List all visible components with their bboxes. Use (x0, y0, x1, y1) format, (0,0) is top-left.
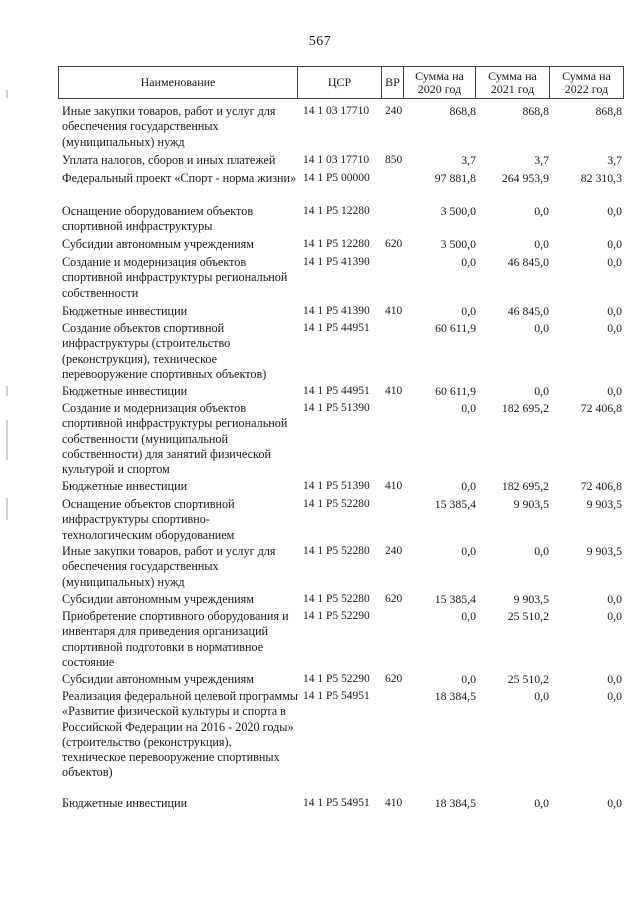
row-sum-2021: 868,8 (522, 104, 549, 118)
row-vr: 410 (385, 797, 403, 809)
row-sum-2022: 0,0 (607, 796, 622, 810)
row-sum-2022: 0,0 (607, 592, 622, 606)
row-csr: 14 1 P5 52280 (303, 545, 370, 557)
row-csr: 14 1 P5 41390 (303, 305, 370, 317)
row-sum-2020: 0,0 (461, 401, 476, 415)
row-sum-2021: 264 953,9 (501, 171, 549, 185)
row-sum-2020: 18 384,5 (434, 796, 476, 810)
row-name: Иные закупки товаров, работ и услуг для обеспечения государственных (муниципальных) нужд (62, 544, 276, 589)
row-csr: 14 1 P5 54951 (303, 797, 370, 809)
row-sum-2021: 3,7 (534, 153, 549, 167)
row-sum-2020: 868,8 (449, 104, 476, 118)
row-sum-2021: 9 903,5 (513, 592, 549, 606)
row-sum-2022: 0,0 (607, 689, 622, 703)
row-vr: 410 (385, 305, 403, 317)
row-vr: 620 (385, 238, 403, 250)
row-name: Создание и модернизация объектов спортивной инфраструктуры региональной собственности (муниципальной собственности) для занятий физической культурой и спортом (62, 401, 288, 477)
row-sum-2020: 0,0 (461, 479, 476, 493)
row-csr: 14 1 P5 52280 (303, 498, 370, 510)
row-sum-2020: 3 500,0 (440, 237, 476, 251)
row-csr: 14 1 P5 44951 (303, 322, 370, 334)
row-name: Оснащение оборудованием объектов спортивной инфраструктуры (62, 204, 254, 234)
row-sum-2020: 97 881,8 (434, 171, 476, 185)
row-sum-2020: 0,0 (461, 609, 476, 623)
row-sum-2021: 9 903,5 (513, 497, 549, 511)
row-sum-2022: 0,0 (607, 672, 622, 686)
row-name: Бюджетные инвестиции (62, 304, 188, 318)
header-vr: ВР (381, 67, 403, 98)
row-sum-2021: 46 845,0 (507, 304, 549, 318)
row-sum-2022: 9 903,5 (586, 497, 622, 511)
row-sum-2021: 25 510,2 (507, 609, 549, 623)
row-name: Создание объектов спортивной инфраструктуры (строительство (реконструкция), техническое перевооружение спортивных объектов) (62, 321, 267, 381)
row-vr: 620 (385, 593, 403, 605)
row-sum-2022: 0,0 (607, 237, 622, 251)
row-name: Реализация федеральной целевой программы «Развитие физической культуры и спорта в Российской Федерации на 2016 - 2020 годы» (строительство (реконструкция), техническое перевооружение спортивных объектов) (62, 689, 298, 780)
row-sum-2022: 72 406,8 (580, 401, 622, 415)
header-sum-2020: Сумма на 2020 год (403, 67, 475, 98)
row-sum-2020: 60 611,9 (435, 384, 476, 398)
row-vr: 240 (385, 105, 403, 117)
row-name: Субсидии автономным учреждениям (62, 237, 254, 251)
row-csr: 14 1 P5 00000 (303, 172, 370, 184)
page-number: 567 (308, 34, 332, 49)
row-sum-2021: 0,0 (534, 796, 549, 810)
row-csr: 14 1 P5 41390 (303, 256, 370, 268)
row-sum-2020: 15 385,4 (434, 497, 476, 511)
row-name: Создание и модернизация объектов спортивной инфраструктуры региональной собственности (62, 255, 288, 300)
row-sum-2021: 0,0 (534, 321, 549, 335)
row-sum-2020: 0,0 (461, 304, 476, 318)
row-vr: 410 (385, 480, 403, 492)
header-sum-2022: Сумма на 2022 год (549, 67, 623, 98)
row-name: Субсидии автономным учреждениям (62, 592, 254, 606)
row-csr: 14 1 P5 51390 (303, 402, 370, 414)
row-sum-2020: 15 385,4 (434, 592, 476, 606)
header-name: Наименование (140, 75, 216, 89)
row-csr: 14 1 P5 44951 (303, 385, 370, 397)
row-csr: 14 1 P5 52290 (303, 673, 370, 685)
row-csr: 14 1 P5 12280 (303, 238, 370, 250)
row-vr: 850 (385, 154, 403, 166)
row-sum-2022: 82 310,3 (580, 171, 622, 185)
row-sum-2020: 0,0 (461, 544, 476, 558)
row-csr: 14 1 03 17710 (303, 154, 370, 166)
scan-mark (6, 386, 8, 396)
row-sum-2021: 0,0 (534, 204, 549, 218)
row-csr: 14 1 P5 54951 (303, 690, 370, 702)
row-sum-2022: 0,0 (607, 304, 622, 318)
row-sum-2021: 25 510,2 (507, 672, 549, 686)
row-sum-2022: 868,8 (595, 104, 622, 118)
row-name: Приобретение спортивного оборудования и инвентаря для приведения организаций спортивной подготовки в нормативное состояние (62, 609, 289, 669)
row-csr: 14 1 P5 51390 (303, 480, 370, 492)
row-vr: 240 (385, 545, 403, 557)
row-sum-2022: 9 903,5 (586, 544, 622, 558)
header-sum-2021: Сумма на 2021 год (475, 67, 549, 98)
header-csr: ЦСР (297, 67, 381, 98)
row-sum-2021: 0,0 (534, 544, 549, 558)
scan-mark (6, 90, 8, 98)
row-sum-2020: 3 500,0 (440, 204, 476, 218)
row-name: Оснащение объектов спортивной инфраструктуры спортивно-технологическим оборудованием (62, 497, 235, 542)
row-sum-2022: 0,0 (607, 255, 622, 269)
row-sum-2021: 0,0 (534, 237, 549, 251)
row-sum-2022: 72 406,8 (580, 479, 622, 493)
row-csr: 14 1 P5 52280 (303, 593, 370, 605)
row-sum-2022: 0,0 (607, 609, 622, 623)
row-sum-2020: 60 611,9 (435, 321, 476, 335)
row-sum-2021: 182 695,2 (501, 401, 549, 415)
row-sum-2021: 182 695,2 (501, 479, 549, 493)
row-name: Иные закупки товаров, работ и услуг для обеспечения государственных (муниципальных) нужд (62, 104, 276, 149)
scan-mark (6, 498, 8, 520)
row-sum-2020: 0,0 (461, 672, 476, 686)
row-csr: 14 1 03 17710 (303, 105, 370, 117)
row-name: Бюджетные инвестиции (62, 384, 188, 398)
row-sum-2022: 0,0 (607, 384, 622, 398)
row-sum-2021: 0,0 (534, 689, 549, 703)
row-name: Субсидии автономным учреждениям (62, 672, 254, 686)
row-sum-2022: 3,7 (607, 153, 622, 167)
scan-margin-marks (4, 0, 12, 905)
row-csr: 14 1 P5 52290 (303, 610, 370, 622)
row-sum-2021: 0,0 (534, 384, 549, 398)
row-name: Уплата налогов, сборов и иных платежей (62, 153, 276, 167)
row-sum-2021: 46 845,0 (507, 255, 549, 269)
row-sum-2020: 18 384,5 (434, 689, 476, 703)
row-name: Федеральный проект «Спорт - норма жизни» (62, 171, 297, 185)
row-sum-2020: 3,7 (461, 153, 476, 167)
row-sum-2022: 0,0 (607, 321, 622, 335)
row-vr: 620 (385, 673, 403, 685)
row-sum-2020: 0,0 (461, 255, 476, 269)
row-name: Бюджетные инвестиции (62, 479, 188, 493)
row-sum-2022: 0,0 (607, 204, 622, 218)
row-csr: 14 1 P5 12280 (303, 205, 370, 217)
row-vr: 410 (385, 385, 403, 397)
row-name: Бюджетные инвестиции (62, 796, 188, 810)
scan-mark (6, 420, 8, 460)
